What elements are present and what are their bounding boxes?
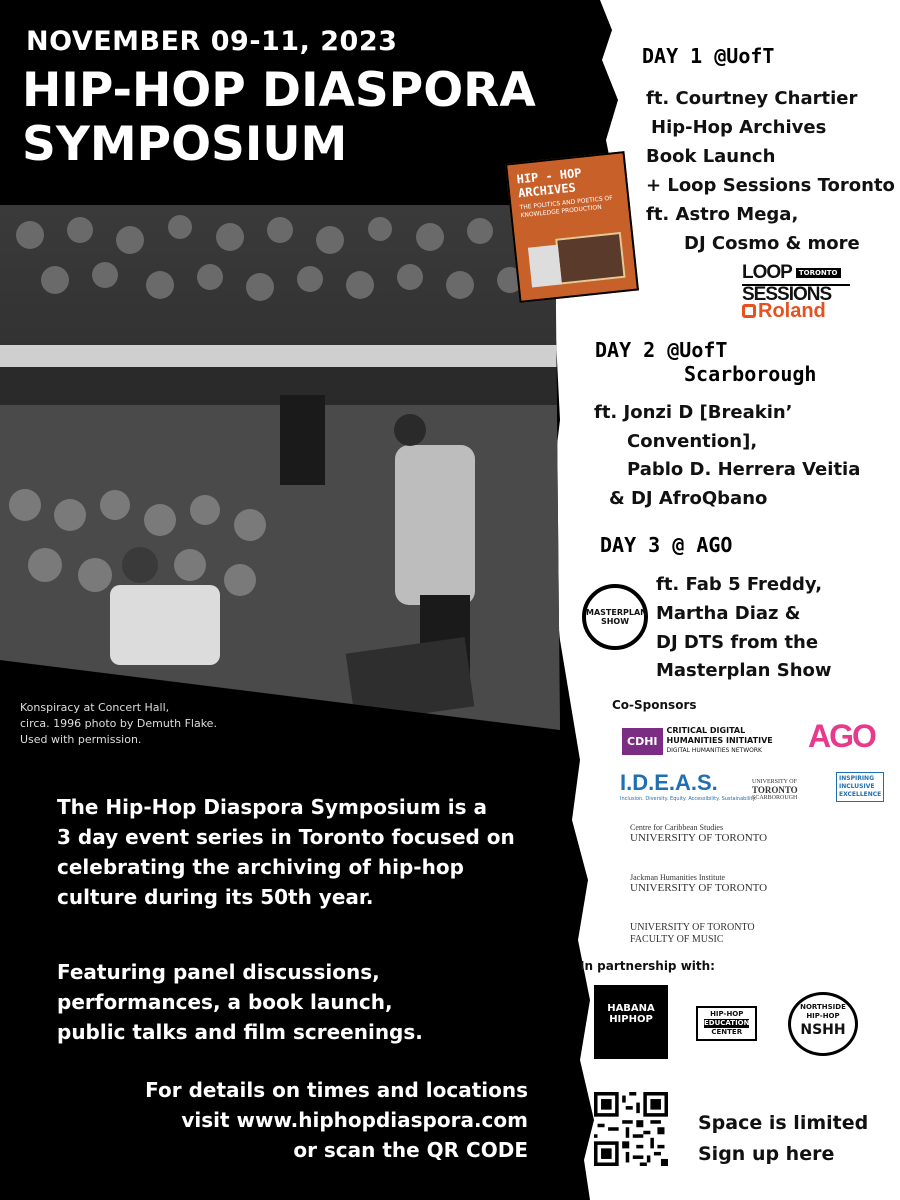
event-date: NOVEMBER 09-11, 2023 xyxy=(26,26,398,57)
inspiring-inclusive-excellence-logo xyxy=(836,772,884,802)
day1-line: ft. Astro Mega, xyxy=(646,204,799,225)
centre-caribbean-studies-logo xyxy=(630,822,767,844)
jhi-line: UNIVERSITY OF TORONTO xyxy=(630,882,768,894)
partnership-label: In partnership with: xyxy=(580,959,715,973)
day2-line: & DJ AfroQbano xyxy=(609,488,768,509)
ideas-tagline: Inclusion. Diversity. Equity. Accessibility. Sustainability. xyxy=(620,796,757,802)
cdhi-line: HUMANITIES INITIATIVE xyxy=(666,736,773,745)
day1-line: Hip-Hop Archives xyxy=(651,117,827,138)
day2-line: Pablo D. Herrera Veitia xyxy=(627,459,861,480)
loop-text: LOOP xyxy=(742,262,792,283)
book-subtitle: THE POLITICS AND POETICS OF KNOWLEDGE PRODUCTION xyxy=(519,194,614,220)
faculty-of-music-logo xyxy=(630,922,755,946)
ccs-line: Centre for Caribbean Studies xyxy=(630,823,724,832)
habana-line: HABANA xyxy=(607,1003,655,1014)
hiphop-education-center-logo xyxy=(696,1006,757,1041)
qr-code[interactable] xyxy=(594,1092,668,1166)
hhec-line: HIP-HOP xyxy=(710,1010,744,1018)
caption-line: circa. 1996 photo by Demuth Flake. xyxy=(20,717,217,730)
cosponsors-label: Co-Sponsors xyxy=(612,698,697,712)
hhec-line: EDUCATION xyxy=(704,1019,750,1027)
day2-heading: DAY 2 @UofT xyxy=(595,338,728,362)
day2-line: ft. Jonzi D [Breakin’ xyxy=(594,402,793,423)
music-line: UNIVERSITY OF TORONTO xyxy=(630,922,755,933)
details-text xyxy=(145,1075,528,1165)
jackman-humanities-logo xyxy=(630,872,767,894)
nshh-line: HIP-HOP xyxy=(806,1012,840,1020)
day2-heading-line2: Scarborough xyxy=(684,362,817,386)
details-line: or scan the QR CODE xyxy=(293,1138,528,1162)
caption-line: Konspiracy at Concert Hall, xyxy=(20,701,170,714)
badge-line: SHOW xyxy=(600,617,630,626)
description xyxy=(57,792,515,912)
ago-logo: AGO xyxy=(808,718,875,754)
sessions-text: SESSIONS xyxy=(742,284,850,304)
utsc-line: TORONTO xyxy=(752,785,798,795)
northside-hiphop-logo xyxy=(788,992,858,1056)
featuring-text xyxy=(57,957,423,1047)
title-line-1: HIP-HOP DIASPORA xyxy=(22,63,536,118)
ideas-text: I.D.E.A.S. xyxy=(620,770,718,795)
day3-line: ft. Fab 5 Freddy, xyxy=(656,574,823,595)
masterplan-show-badge xyxy=(582,584,648,650)
habana-line: HIPHOP xyxy=(609,1014,653,1025)
inspiring-line: EXCELLENCE xyxy=(839,791,882,798)
music-line: FACULTY OF MUSIC xyxy=(630,934,724,945)
description-line: 3 day event series in Toronto focused on xyxy=(57,825,515,849)
day3-heading: DAY 3 @ AGO xyxy=(600,533,733,557)
day3-line: Martha Diaz & xyxy=(656,603,801,624)
utsc-line: UNIVERSITY OF xyxy=(752,779,797,785)
utsc-line: SCARBOROUGH xyxy=(752,795,798,801)
roland-logo xyxy=(742,300,826,323)
loop-toronto-text: TORONTO xyxy=(796,268,841,278)
day1-line: Book Launch xyxy=(646,146,776,167)
signup-text xyxy=(698,1108,868,1170)
caption-line: Used with permission. xyxy=(20,733,142,746)
description-line: The Hip-Hop Diaspora Symposium is a xyxy=(57,795,487,819)
photo-caption xyxy=(20,700,240,748)
concert-photo xyxy=(0,205,560,765)
featuring-line: public talks and film screenings. xyxy=(57,1020,423,1044)
utsc-logo xyxy=(752,778,798,802)
details-link[interactable]: visit www.hiphopdiaspora.com xyxy=(181,1108,528,1132)
day3-line: DJ DTS from the xyxy=(656,632,819,653)
inspiring-line: INCLUSIVE xyxy=(839,783,875,790)
day1-line: DJ Cosmo & more xyxy=(684,233,860,254)
badge-line: MASTERPLAN xyxy=(586,608,647,617)
day2-line: Convention], xyxy=(627,431,758,452)
jhi-line: Jackman Humanities Institute xyxy=(630,873,726,882)
day1-line: + Loop Sessions Toronto xyxy=(646,175,895,196)
featuring-line: Featuring panel discussions, xyxy=(57,960,380,984)
description-line: celebrating the archiving of hip-hop xyxy=(57,855,464,879)
inspiring-line: INSPIRING xyxy=(839,775,875,782)
cdhi-line: DIGITAL HUMANITIES NETWORK xyxy=(666,747,762,754)
habana-hiphop-logo xyxy=(594,985,668,1059)
ideas-logo xyxy=(620,770,756,802)
loop-sessions-logo xyxy=(742,262,850,304)
nshh-line: NSHH xyxy=(800,1022,846,1038)
cdhi-line: CRITICAL DIGITAL xyxy=(666,726,746,735)
cdhi-mark: CDHI xyxy=(622,728,663,755)
title-line-2: SYMPOSIUM xyxy=(22,117,348,172)
nshh-line: NORTHSIDE xyxy=(800,1003,846,1011)
roland-text: Roland xyxy=(758,300,826,322)
ccs-line: UNIVERSITY OF TORONTO xyxy=(630,832,768,844)
book-title: HIP - HOP ARCHIVES xyxy=(516,165,583,201)
featuring-line: performances, a book launch, xyxy=(57,990,393,1014)
description-line: culture during its 50th year. xyxy=(57,885,374,909)
details-line: For details on times and locations xyxy=(145,1078,528,1102)
day3-line: Masterplan Show xyxy=(656,660,832,681)
signup-line: Space is limited xyxy=(698,1112,869,1134)
day1-line: ft. Courtney Chartier xyxy=(646,88,858,109)
hhec-line: CENTER xyxy=(711,1028,743,1036)
signup-line[interactable]: Sign up here xyxy=(698,1143,835,1165)
book-cover-image xyxy=(505,151,639,303)
day1-heading: DAY 1 @UofT xyxy=(642,44,775,68)
cdhi-logo xyxy=(622,726,773,756)
